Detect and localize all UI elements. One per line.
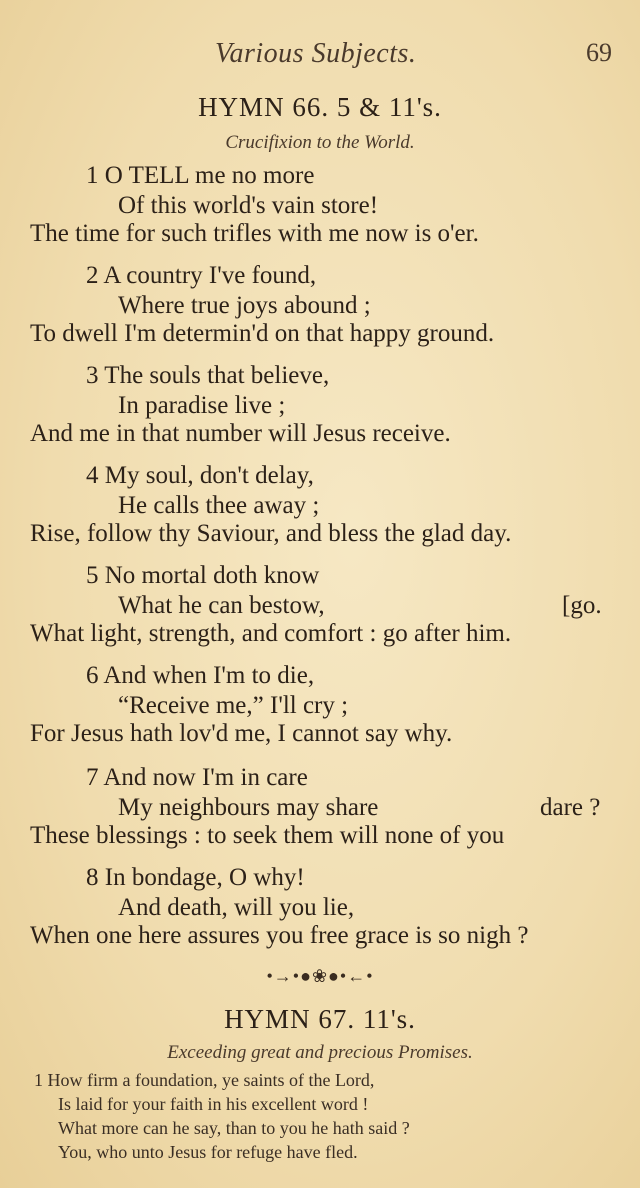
stanza-line: 1 How firm a foundation, ye saints of the Lord, (34, 1070, 375, 1090)
hymn-67-title: HYMN 67. 11's. (224, 1004, 416, 1034)
hymn-66-title: HYMN 66. 5 & 11's. (198, 92, 442, 122)
hymn-67-subtitle: Exceeding great and precious Promises. (167, 1042, 473, 1063)
stanza-line: 4 My soul, don't delay, (86, 462, 314, 489)
stanza-line: What more can he say, than to you he hath said ? (58, 1118, 410, 1138)
stanza-line: Rise, follow thy Saviour, and bless the glad day. (30, 520, 512, 547)
stanza-line: And me in that number will Jesus receive. (30, 420, 451, 447)
stanza-line: When one here assures you free grace is so nigh ? (30, 922, 529, 949)
stanza-line: 6 And when I'm to die, (86, 662, 315, 689)
stanza-line: Where true joys abound ; (118, 292, 371, 319)
stanza-line: 5 No mortal doth know (86, 562, 320, 589)
stanza-line: Of this world's vain store! (118, 192, 379, 219)
page-number: 69 (586, 38, 612, 67)
hymn-66-subtitle: Crucifixion to the World. (225, 132, 415, 153)
stanza-line: You, who unto Jesus for refuge have fled. (58, 1142, 358, 1162)
page-header (0, 38, 640, 78)
stanza-line: And death, will you lie, (118, 894, 355, 921)
stanza-line: 2 A country I've found, (86, 262, 317, 289)
stanza-line: “Receive me,” I'll cry ; (118, 692, 349, 719)
stanza-line: My neighbours may share (118, 794, 379, 821)
stanza-overflow-word: [go. (562, 592, 602, 619)
stanza-line: These blessings : to seek them will none of you (30, 822, 505, 849)
stanza-line: 1 O TELL me no more (86, 162, 315, 189)
stanza-line: The time for such trifles with me now is o'er. (30, 220, 479, 247)
running-title: Various Subjects. (215, 38, 417, 69)
stanza-line: For Jesus hath lov'd me, I cannot say why. (30, 720, 453, 747)
divider-ornament: •→•●❀●•←• (266, 966, 374, 986)
stanza-line: What he can bestow, (118, 592, 325, 619)
stanza-line: What light, strength, and comfort : go after him. (30, 620, 512, 647)
stanza-line: He calls thee away ; (118, 492, 320, 519)
stanza-line: To dwell I'm determin'd on that happy ground. (30, 320, 495, 347)
stanza-line: Is laid for your faith in his excellent word ! (58, 1094, 369, 1114)
stanza-overflow-word: dare ? (540, 794, 601, 821)
stanza-line: 3 The souls that believe, (86, 362, 330, 389)
stanza-line: 7 And now I'm in care (86, 764, 308, 791)
stanza-line: 8 In bondage, O why! (86, 864, 305, 891)
stanza-line: In paradise live ; (118, 392, 286, 419)
